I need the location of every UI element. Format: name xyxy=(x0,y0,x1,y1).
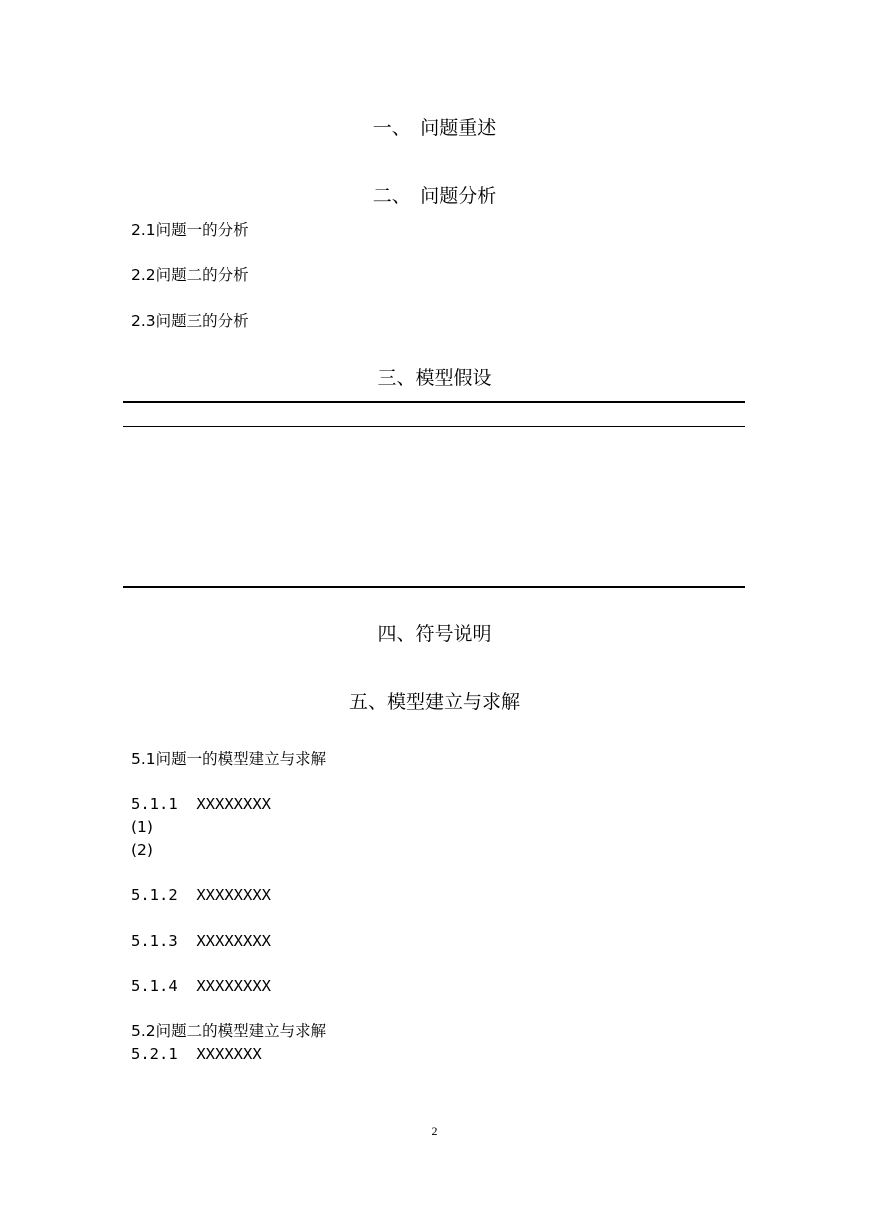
page-number: 2 xyxy=(431,1124,438,1138)
subsection-5-2-1: 5.2.1 XXXXXXX xyxy=(131,1045,262,1063)
subsection-5-1-1: 5.1.1 XXXXXXXX xyxy=(131,795,271,813)
subheading-analysis-2: 2.2问题二的分析 xyxy=(131,266,249,284)
list-item-1: (1) xyxy=(131,818,153,836)
subsection-5-1-4: 5.1.4 XXXXXXXX xyxy=(131,977,271,995)
heading-model-assumptions: 三、模型假设 xyxy=(377,367,492,389)
heading-problem-restatement: 一、 问题重述 xyxy=(372,117,497,139)
subheading-model-5-1: 5.1问题一的模型建立与求解 xyxy=(131,750,327,768)
subsection-5-1-2: 5.1.2 XXXXXXXX xyxy=(131,886,271,904)
heading-model-building: 五、模型建立与求解 xyxy=(348,691,520,713)
table-top-rule xyxy=(123,401,745,403)
heading-problem-analysis: 二、 问题分析 xyxy=(372,185,497,207)
subheading-analysis-3: 2.3问题三的分析 xyxy=(131,312,249,330)
subsection-5-1-3: 5.1.3 XXXXXXXX xyxy=(131,932,271,950)
subheading-analysis-1: 2.1问题一的分析 xyxy=(131,221,249,239)
heading-symbol-description: 四、符号说明 xyxy=(377,623,492,645)
list-item-2: (2) xyxy=(131,841,153,859)
table-bottom-rule xyxy=(123,586,745,588)
subheading-model-5-2: 5.2问题二的模型建立与求解 xyxy=(131,1022,327,1040)
table-header-rule xyxy=(123,426,745,427)
